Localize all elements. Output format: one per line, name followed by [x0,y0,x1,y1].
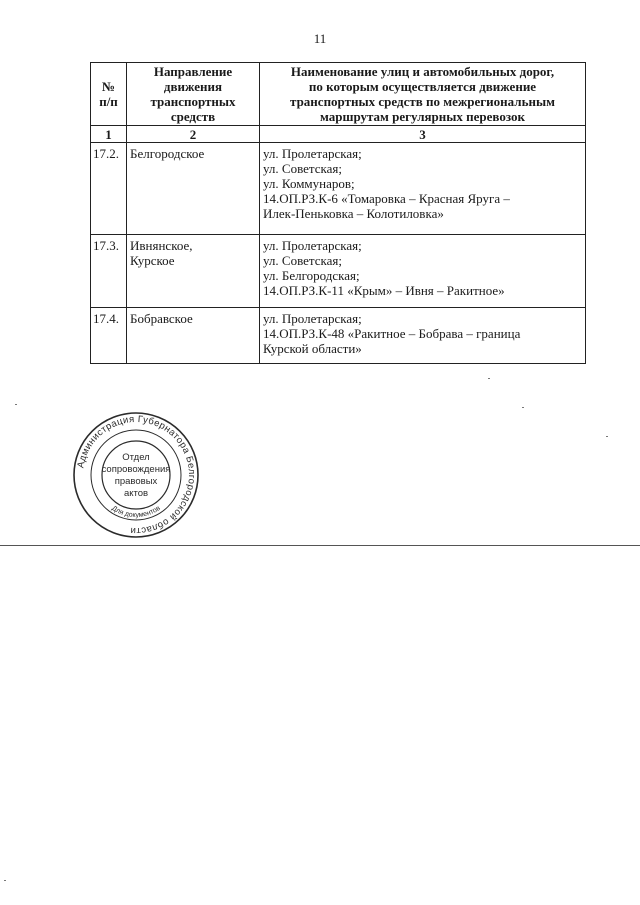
stamp-center-line: Отдел [122,452,150,463]
row-number: 17.4. [91,308,127,364]
horizontal-rule [0,545,640,546]
page-number: 11 [313,31,327,46]
table-row [91,235,586,308]
row-direction: Бобравское [127,308,260,364]
row-number: 17.2. [91,143,127,235]
column-number-2: 2 [127,126,260,143]
scan-speck [488,378,490,379]
road-line: ул. Пролетарская; [263,311,362,326]
header-roads-text: Наименование улиц и автомобильных дорог, по которым осуществляется движение транспортных средств по межрегиональным маршрутам регулярных перевозок [290,64,555,124]
row-number: 17.3. [91,235,127,308]
stamp-bottom-text: Для документов [110,504,162,520]
road-line: ул. Советская; [263,253,343,268]
scan-speck [4,880,6,881]
routes-table [90,62,586,364]
road-line: Курской области» [263,341,362,356]
table-header-row [91,63,586,126]
road-line: ул. Пролетарская; [263,238,362,253]
stamp-outer-text: Администрация Губернатора Белгородской области [75,413,198,537]
table-row [91,308,586,364]
road-line: 14.ОП.РЗ.К-48 «Ракитное – Бобрава – граница [263,326,521,341]
header-direction [127,63,260,126]
header-number [91,63,127,126]
header-roads [260,63,586,126]
stamp-inner-ring [91,430,181,520]
road-line: ул. Советская; [263,161,343,176]
official-stamp [72,411,200,539]
stamp-center-line: актов [123,488,149,499]
table-row [91,143,586,235]
road-line: ул. Коммунаров; [263,176,355,191]
road-line: ул. Белгородская; [263,268,360,283]
column-number-3: 3 [260,126,586,143]
row-direction: Ивнянское, Курское [127,235,260,308]
road-line: ул. Пролетарская; [263,146,362,161]
stamp-center-line: правовых [114,476,158,487]
header-direction-text: Направление движения транспортных средств [150,64,236,124]
scan-speck [606,436,608,437]
row-roads [260,143,586,235]
stamp-center-line: сопровождения [101,464,171,475]
scan-speck [15,404,17,405]
road-line: 14.ОП.РЗ.К-11 «Крым» – Ивня – Ракитное» [263,283,505,298]
road-line: 14.ОП.РЗ.К-6 «Томаровка – Красная Яруга – [263,191,510,206]
column-number-1: 1 [91,126,127,143]
row-direction: Белгородское [127,143,260,235]
scan-speck [522,407,524,408]
column-number-row [91,126,586,143]
header-number-text: № п/п [99,79,118,109]
row-roads [260,235,586,308]
row-roads [260,308,586,364]
road-line: Илек-Пеньковка – Колотиловка» [263,206,444,221]
